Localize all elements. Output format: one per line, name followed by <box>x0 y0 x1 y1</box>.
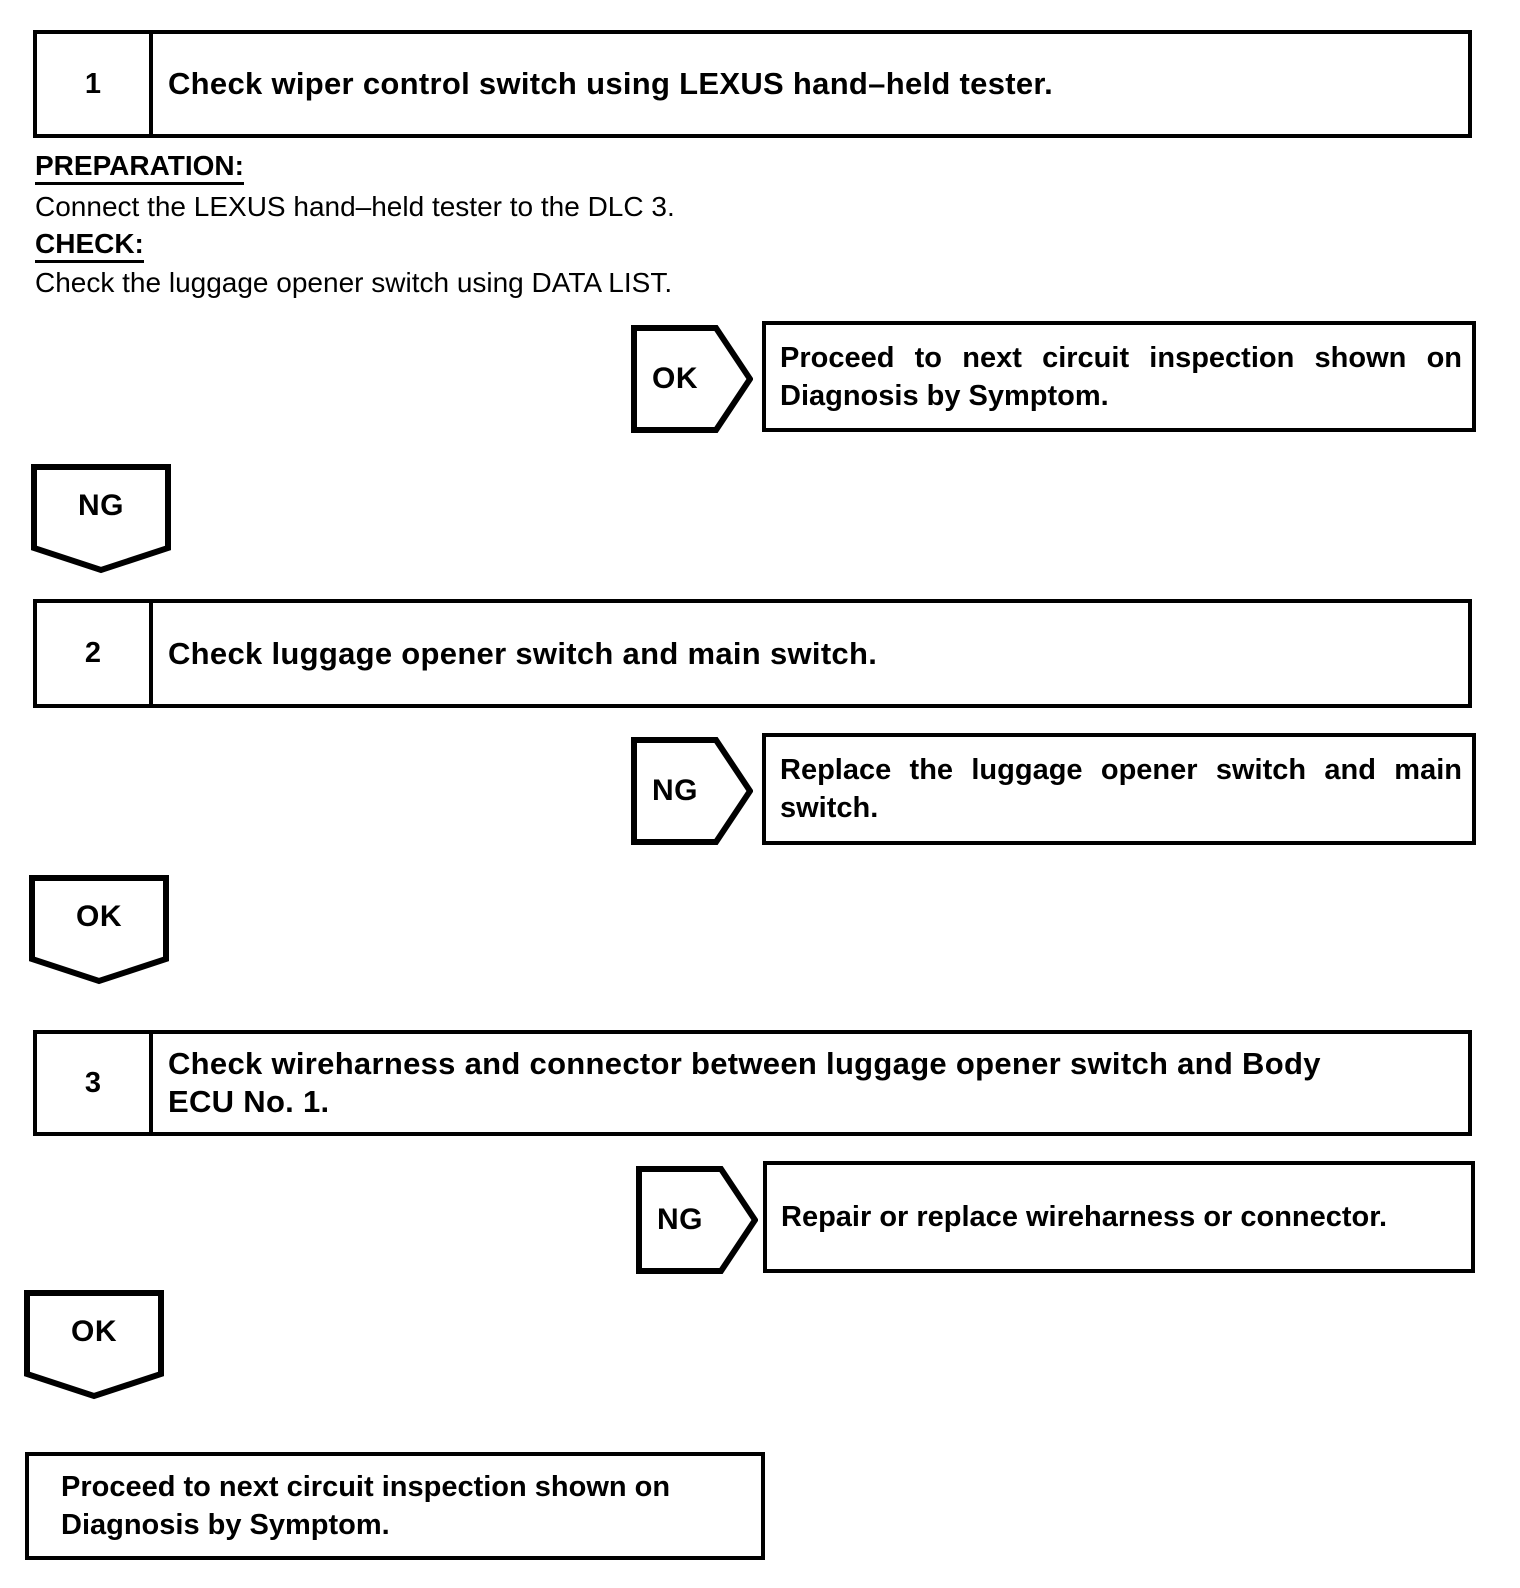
preparation-text: Connect the LEXUS hand–held tester to the DLC 3. <box>35 191 675 222</box>
preparation-heading: PREPARATION: <box>35 150 244 182</box>
check-text: Check the luggage opener switch using DATA LIST. <box>35 267 673 298</box>
branch-result-text: Replace the luggage opener switch and main switch. <box>780 754 1462 824</box>
ng-connector <box>31 464 171 574</box>
branch-result-box-3 <box>763 1161 1475 1273</box>
final-result-text: Proceed to next circuit inspection shown on Diagnosis by Symptom. <box>61 1471 671 1541</box>
step-3-number: 3 <box>37 1034 153 1132</box>
step-1-title-cell <box>153 34 1468 134</box>
ok-branch-arrow <box>631 325 753 433</box>
step-3-title-cell <box>153 1034 1468 1132</box>
branch-result-text: Repair or replace wireharness or connector. <box>781 1201 1388 1233</box>
connector-verdict-label: OK <box>76 900 122 933</box>
connector-verdict-label: OK <box>71 1315 117 1348</box>
ok-connector-2 <box>24 1290 164 1400</box>
step-2-title: Check luggage opener switch and main switch. <box>168 635 878 671</box>
step-2-box <box>33 599 1472 708</box>
branch-result-box-1 <box>762 321 1476 432</box>
ok-connector-1 <box>29 875 169 985</box>
branch-verdict-label: NG <box>657 1203 703 1236</box>
branch-verdict-label: NG <box>652 774 698 807</box>
connector-verdict-label: NG <box>78 489 124 522</box>
step-1-box <box>33 30 1472 138</box>
branch-result-text: Proceed to next circuit inspection shown on Diagnosis by Symptom. <box>780 341 1462 412</box>
check-heading: CHECK: <box>35 228 144 260</box>
step-3-box <box>33 1030 1472 1136</box>
step-3-title: Check wireharness and connector between luggage opener switch and Body ECU No. 1. <box>168 1046 1321 1119</box>
step-1-number: 1 <box>37 34 153 134</box>
branch-verdict-label: OK <box>652 362 698 395</box>
branch-result-box-2 <box>762 733 1476 845</box>
step-2-title-cell <box>153 603 1468 704</box>
step-1-title: Check wiper control switch using LEXUS hand–held tester. <box>168 66 1053 101</box>
step-2-number: 2 <box>37 603 153 704</box>
final-result-box <box>25 1452 765 1560</box>
ng-branch-arrow-1 <box>631 737 753 845</box>
ng-branch-arrow-2 <box>636 1166 758 1274</box>
